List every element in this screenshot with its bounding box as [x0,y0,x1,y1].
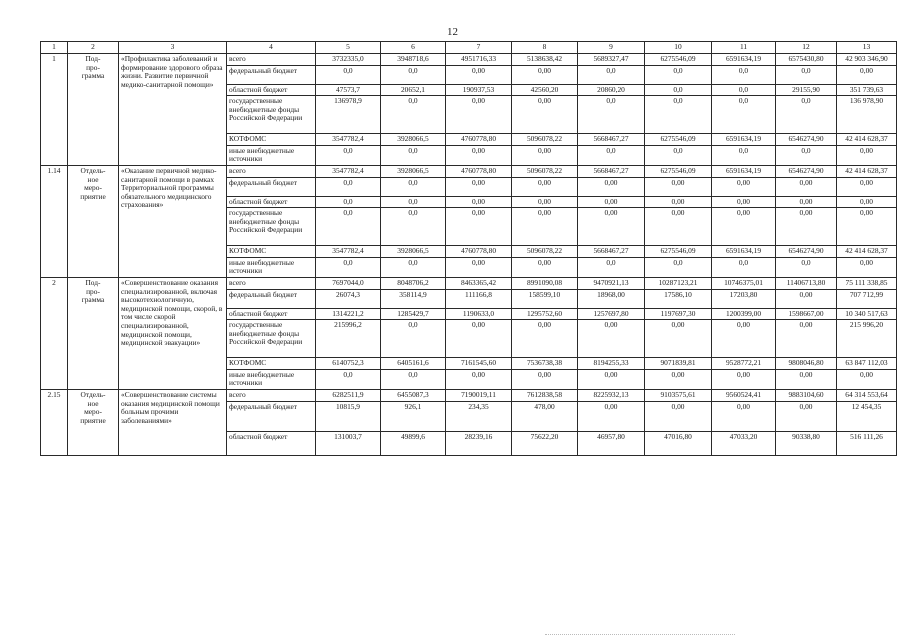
header-cell: 11 [712,42,776,54]
total-amount-cell: 10 340 517,63 [837,308,897,320]
amount-cell: 7697044,0 [316,277,381,289]
amount-cell: 3547782,4 [316,134,381,146]
amount-cell: 0,00 [512,96,578,134]
amount-cell: 9560524,41 [712,389,776,401]
amount-cell: 10287123,21 [645,277,712,289]
amount-cell: 6275546,09 [645,246,712,258]
amount-cell: 0,0 [381,196,446,208]
amount-cell: 17203,80 [712,289,776,308]
amount-cell: 0,00 [512,65,578,84]
header-cell: 2 [68,42,119,54]
amount-cell: 5689327,47 [578,54,645,66]
header-cell: 6 [381,42,446,54]
amount-cell: 0,00 [645,320,712,358]
amount-cell: 1314221,2 [316,308,381,320]
funding-source-cell: федеральный бюджет [227,289,316,308]
amount-cell: 90338,80 [776,431,837,455]
amount-cell: 29155,90 [776,84,837,96]
amount-cell: 28239,16 [446,431,512,455]
amount-cell: 136978,9 [316,96,381,134]
funding-source-cell: всего [227,277,316,289]
amount-cell: 190937,53 [446,84,512,96]
amount-cell: 0,0 [776,145,837,165]
amount-cell: 0,0 [381,96,446,134]
amount-cell: 0,00 [578,177,645,196]
total-amount-cell: 136 978,90 [837,96,897,134]
amount-cell: 0,00 [512,257,578,277]
amount-cell: 8225932,13 [578,389,645,401]
funding-source-cell: государственные внебюджетные фонды Российской Федерации [227,208,316,246]
item-name-cell: «Совершенствование системы оказания медицинской помощи больным прочими заболеваниями» [119,389,227,455]
total-amount-cell: 0,00 [837,369,897,389]
total-amount-cell: 42 414 628,37 [837,246,897,258]
table-row [41,165,897,177]
amount-cell: 0,0 [712,65,776,84]
amount-cell: 6591634,19 [712,165,776,177]
amount-cell: 0,0 [316,208,381,246]
amount-cell: 0,00 [446,208,512,246]
item-number-cell: 2 [41,277,68,389]
total-amount-cell: 0,00 [837,257,897,277]
funding-source-cell: иные внебюджетные источники [227,145,316,165]
total-amount-cell: 0,00 [837,65,897,84]
amount-cell: 0,0 [381,208,446,246]
page-number: 12 [447,26,458,38]
amount-cell: 7190019,11 [446,389,512,401]
header-cell: 8 [512,42,578,54]
amount-cell: 0,00 [645,196,712,208]
amount-cell: 0,00 [578,320,645,358]
amount-cell: 9103575,61 [645,389,712,401]
amount-cell: 6405161,6 [381,358,446,370]
amount-cell: 20652,1 [381,84,446,96]
amount-cell: 4760778,80 [446,165,512,177]
item-kind-cell: Отдель- ное меро- приятие [68,165,119,277]
amount-cell: 5096078,22 [512,134,578,146]
amount-cell: 234,35 [446,401,512,431]
funding-source-cell: областной бюджет [227,196,316,208]
amount-cell: 0,0 [316,177,381,196]
amount-cell: 11406713,80 [776,277,837,289]
header-cell: 3 [119,42,227,54]
amount-cell: 7161545,60 [446,358,512,370]
amount-cell: 0,0 [645,145,712,165]
amount-cell: 1285429,7 [381,308,446,320]
amount-cell: 3948718,6 [381,54,446,66]
amount-cell: 47573,7 [316,84,381,96]
amount-cell: 0,00 [645,369,712,389]
amount-cell: 3928066,5 [381,165,446,177]
funding-source-cell: государственные внебюджетные фонды Российской Федерации [227,96,316,134]
amount-cell: 42560,20 [512,84,578,96]
funding-source-cell: всего [227,54,316,66]
amount-cell: 10815,9 [316,401,381,431]
amount-cell: 0,0 [578,145,645,165]
amount-cell: 8048706,2 [381,277,446,289]
amount-cell: 0,00 [712,401,776,431]
amount-cell: 4760778,80 [446,134,512,146]
total-amount-cell: 12 454,35 [837,401,897,431]
amount-cell: 1197697,30 [645,308,712,320]
total-amount-cell: 516 111,26 [837,431,897,455]
amount-cell: 5668467,27 [578,165,645,177]
amount-cell: 9883104,60 [776,389,837,401]
amount-cell: 49899,6 [381,431,446,455]
header-row [41,42,897,54]
funding-source-cell: иные внебюджетные источники [227,369,316,389]
amount-cell: 0,0 [645,84,712,96]
amount-cell: 0,00 [512,145,578,165]
amount-cell: 0,0 [316,257,381,277]
amount-cell: 0,0 [316,369,381,389]
amount-cell: 0,00 [578,208,645,246]
amount-cell: 17586,10 [645,289,712,308]
amount-cell: 1200399,00 [712,308,776,320]
header-cell: 7 [446,42,512,54]
amount-cell: 215996,2 [316,320,381,358]
amount-cell: 6575430,80 [776,54,837,66]
amount-cell: 4760778,80 [446,246,512,258]
budget-table [40,41,897,456]
amount-cell: 0,00 [578,401,645,431]
amount-cell: 6546274,90 [776,165,837,177]
amount-cell: 0,0 [645,96,712,134]
amount-cell: 5096078,22 [512,246,578,258]
total-amount-cell: 42 414 628,37 [837,134,897,146]
amount-cell: 0,0 [316,65,381,84]
amount-cell: 6275546,09 [645,165,712,177]
item-name-cell: «Совершенствование оказания специализированной, включая высокотехнологичную, медицинской помощи, скорой, в том числе скорой специализированной, медицинской помощи, медицинской эвакуации» [119,277,227,389]
total-amount-cell: 0,00 [837,145,897,165]
header-cell: 10 [645,42,712,54]
total-amount-cell: 42 414 628,37 [837,165,897,177]
amount-cell: 0,0 [712,145,776,165]
amount-cell: 7536738,38 [512,358,578,370]
amount-cell: 8463365,42 [446,277,512,289]
amount-cell: 131003,7 [316,431,381,455]
amount-cell: 9470921,13 [578,277,645,289]
amount-cell: 0,0 [381,257,446,277]
amount-cell: 0,00 [776,401,837,431]
amount-cell: 9071839,81 [645,358,712,370]
table-row [41,54,897,66]
header-cell: 12 [776,42,837,54]
total-amount-cell: 0,00 [837,177,897,196]
amount-cell: 6275546,09 [645,134,712,146]
amount-cell: 0,0 [776,65,837,84]
item-number-cell: 1 [41,54,68,166]
amount-cell: 0,0 [381,145,446,165]
amount-cell: 0,00 [712,177,776,196]
amount-cell: 0,00 [512,369,578,389]
amount-cell: 3547782,4 [316,165,381,177]
amount-cell: 6591634,19 [712,54,776,66]
amount-cell: 0,00 [712,320,776,358]
total-amount-cell: 351 739,63 [837,84,897,96]
amount-cell: 1257697,80 [578,308,645,320]
amount-cell: 0,00 [446,145,512,165]
amount-cell: 20860,20 [578,84,645,96]
total-amount-cell: 63 847 112,03 [837,358,897,370]
amount-cell: 18968,00 [578,289,645,308]
amount-cell: 3732335,0 [316,54,381,66]
amount-cell: 4951716,33 [446,54,512,66]
amount-cell: 0,0 [381,320,446,358]
amount-cell: 26074,3 [316,289,381,308]
total-amount-cell: 215 996,20 [837,320,897,358]
amount-cell: 7612838,58 [512,389,578,401]
amount-cell: 0,0 [578,65,645,84]
amount-cell: 0,00 [776,208,837,246]
funding-source-cell: КОТФОМС [227,134,316,146]
item-number-cell: 2.15 [41,389,68,455]
amount-cell: 5096078,22 [512,165,578,177]
funding-source-cell: областной бюджет [227,431,316,455]
amount-cell: 8194255,33 [578,358,645,370]
amount-cell: 926,1 [381,401,446,431]
amount-cell: 46957,80 [578,431,645,455]
funding-source-cell: КОТФОМС [227,246,316,258]
item-kind-cell: Под- про- грамма [68,54,119,166]
amount-cell: 3547782,4 [316,246,381,258]
funding-source-cell: федеральный бюджет [227,177,316,196]
amount-cell: 6546274,90 [776,134,837,146]
total-amount-cell: 707 712,99 [837,289,897,308]
amount-cell: 0,00 [578,196,645,208]
amount-cell: 0,00 [512,320,578,358]
amount-cell: 0,0 [578,96,645,134]
header-cell: 4 [227,42,316,54]
total-amount-cell: 75 111 338,85 [837,277,897,289]
amount-cell: 0,00 [776,196,837,208]
amount-cell: 47033,20 [712,431,776,455]
amount-cell: 0,00 [645,208,712,246]
amount-cell: 75622,20 [512,431,578,455]
amount-cell: 6140752,3 [316,358,381,370]
header-cell: 5 [316,42,381,54]
amount-cell: 0,00 [776,320,837,358]
funding-source-cell: областной бюджет [227,84,316,96]
amount-cell: 47016,80 [645,431,712,455]
amount-cell: 5138638,42 [512,54,578,66]
amount-cell: 358114,9 [381,289,446,308]
amount-cell: 0,0 [776,96,837,134]
item-name-cell: «Профилактика заболеваний и формирование здорового образа жизни. Развитие первичной медико-санитарной помощи» [119,54,227,166]
amount-cell: 0,00 [446,369,512,389]
amount-cell: 0,00 [578,369,645,389]
amount-cell: 1295752,60 [512,308,578,320]
amount-cell: 3928066,5 [381,246,446,258]
funding-source-cell: федеральный бюджет [227,65,316,84]
scan-artifact-line [545,634,735,636]
amount-cell: 8991090,08 [512,277,578,289]
amount-cell: 111166,8 [446,289,512,308]
amount-cell: 0,00 [446,257,512,277]
amount-cell: 5668467,27 [578,134,645,146]
amount-cell: 0,0 [381,369,446,389]
amount-cell: 0,00 [446,96,512,134]
amount-cell: 3928066,5 [381,134,446,146]
amount-cell: 6591634,19 [712,134,776,146]
funding-source-cell: КОТФОМС [227,358,316,370]
amount-cell: 9528772,21 [712,358,776,370]
header-cell: 13 [837,42,897,54]
amount-cell: 0,00 [712,208,776,246]
amount-cell: 0,0 [712,257,776,277]
amount-cell: 1598667,00 [776,308,837,320]
funding-source-cell: федеральный бюджет [227,401,316,431]
amount-cell: 0,00 [712,196,776,208]
amount-cell: 0,0 [381,177,446,196]
table-row [41,277,897,289]
amount-cell: 478,00 [512,401,578,431]
amount-cell: 0,00 [446,65,512,84]
amount-cell: 0,00 [776,177,837,196]
amount-cell: 0,0 [381,65,446,84]
header-cell: 1 [41,42,68,54]
funding-source-cell: всего [227,165,316,177]
amount-cell: 1190633,0 [446,308,512,320]
amount-cell: 0,0 [645,65,712,84]
amount-cell: 0,00 [776,369,837,389]
funding-source-cell: иные внебюджетные источники [227,257,316,277]
amount-cell: 6282511,9 [316,389,381,401]
amount-cell: 6455087,3 [381,389,446,401]
amount-cell: 6546274,90 [776,246,837,258]
amount-cell: 0,0 [712,84,776,96]
amount-cell: 9808046,80 [776,358,837,370]
item-number-cell: 1.14 [41,165,68,277]
amount-cell: 0,0 [316,196,381,208]
amount-cell: 0,00 [645,401,712,431]
funding-source-cell: государственные внебюджетные фонды Российской Федерации [227,320,316,358]
amount-cell: 0,00 [446,196,512,208]
amount-cell: 0,0 [712,96,776,134]
funding-source-cell: областной бюджет [227,308,316,320]
amount-cell: 0,0 [645,257,712,277]
amount-cell: 0,00 [446,320,512,358]
funding-source-cell: всего [227,389,316,401]
item-kind-cell: Отдель- ное меро- приятие [68,389,119,455]
amount-cell: 158599,10 [512,289,578,308]
amount-cell: 10746375,01 [712,277,776,289]
amount-cell: 5668467,27 [578,246,645,258]
table-row [41,389,897,401]
amount-cell: 0,00 [446,177,512,196]
amount-cell: 0,0 [578,257,645,277]
amount-cell: 0,0 [776,257,837,277]
total-amount-cell: 0,00 [837,208,897,246]
amount-cell: 0,0 [316,145,381,165]
amount-cell: 0,00 [512,177,578,196]
amount-cell: 6275546,09 [645,54,712,66]
item-name-cell: «Оказание первичной медико-санитарной помощи в рамках Территориальной программы обязательного медицинского страхования» [119,165,227,277]
amount-cell: 0,00 [512,196,578,208]
amount-cell: 6591634,19 [712,246,776,258]
item-kind-cell: Под- про- грамма [68,277,119,389]
amount-cell: 0,00 [512,208,578,246]
total-amount-cell: 64 314 553,64 [837,389,897,401]
amount-cell: 0,00 [776,289,837,308]
amount-cell: 0,00 [712,369,776,389]
header-cell: 9 [578,42,645,54]
total-amount-cell: 42 903 346,90 [837,54,897,66]
total-amount-cell: 0,00 [837,196,897,208]
amount-cell: 0,00 [645,177,712,196]
